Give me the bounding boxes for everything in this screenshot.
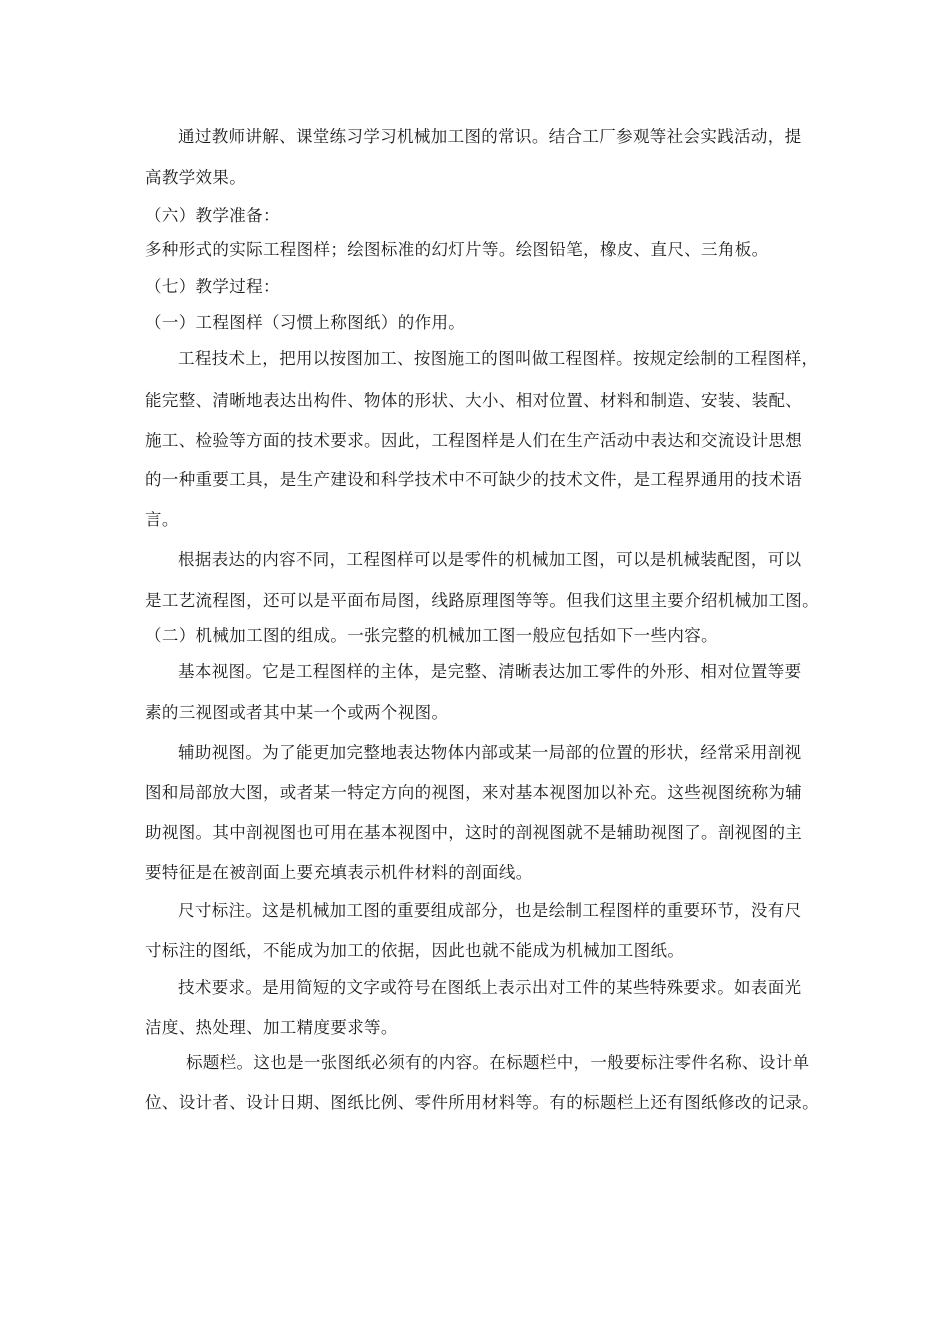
text-line: （七）教学过程： xyxy=(145,277,280,296)
text-line: 图和局部放大图，或者某一特定方向的视图，来对基本视图加以补充。这些视图统称为辅 xyxy=(145,783,803,802)
text-line: 技术要求。是用简短的文字或符号在图纸上表示出对工件的某些特殊要求。如表面光 xyxy=(178,978,802,997)
text-line: 根据表达的内容不同，工程图样可以是零件的机械加工图，可以是机械装配图，可以 xyxy=(178,550,802,569)
text-line: 是工艺流程图，还可以是平面布局图，线路原理图等等。但我们这里主要介绍机械加工图。 xyxy=(145,591,819,610)
text-line: 洁度、热处理、加工精度要求等。 xyxy=(145,1018,398,1037)
text-line: 标题栏。这也是一张图纸必须有的内容。在标题栏中，一般要标注零件名称、设计单 xyxy=(186,1053,810,1072)
text-line: （二）机械加工图的组成。一张完整的机械加工图一般应包括如下一些内容。 xyxy=(145,626,718,645)
text-line: （一）工程图样（习惯上称图纸）的作用。 xyxy=(145,313,466,332)
text-line: 工程技术上，把用以按图加工、按图施工的图叫做工程图样。按规定绘制的工程图样， xyxy=(178,349,819,368)
text-line: 多种形式的实际工程图样；绘图标准的幻灯片等。绘图铅笔，橡皮、直尺、三角板。 xyxy=(145,240,769,259)
text-line: 尺寸标注。这是机械加工图的重要组成部分，也是绘制工程图样的重要环节，没有尺 xyxy=(178,901,802,920)
text-line: 位、设计者、设计日期、图纸比例、零件所用材料等。有的标题栏上还有图纸修改的记录。 xyxy=(145,1093,819,1112)
text-line: 能完整、清晰地表达出构件、物体的形状、大小、相对位置、材料和制造、安装、装配、 xyxy=(145,391,803,410)
text-line: 施工、检验等方面的技术要求。因此，工程图样是人们在生产活动中表达和交流设计思想 xyxy=(145,431,803,450)
text-line: 素的三视图或者其中某一个或两个视图。 xyxy=(145,703,449,722)
text-line: 通过教师讲解、课堂练习学习机械加工图的常识。结合工厂参观等社会实践活动，提 xyxy=(178,127,802,146)
text-line: 高教学效果。 xyxy=(145,168,247,187)
text-line: 言。 xyxy=(145,510,179,529)
text-line: （六）教学准备： xyxy=(145,206,280,225)
text-line: 的一种重要工具，是生产建设和科学技术中不可缺少的技术文件，是工程界通用的技术语 xyxy=(145,470,803,489)
text-line: 助视图。其中剖视图也可用在基本视图中，这时的剖视图就不是辅助视图了。剖视图的主 xyxy=(145,823,803,842)
text-line: 辅助视图。为了能更加完整地表达物体内部或某一局部的位置的形状，经常采用剖视 xyxy=(178,743,802,762)
text-line: 寸标注的图纸，不能成为加工的依据，因此也就不能成为机械加工图纸。 xyxy=(145,941,685,960)
text-line: 基本视图。它是工程图样的主体，是完整、清晰表达加工零件的外形、相对位置等要 xyxy=(178,662,802,681)
text-line: 要特征是在被剖面上要充填表示机件材料的剖面线。 xyxy=(145,863,533,882)
